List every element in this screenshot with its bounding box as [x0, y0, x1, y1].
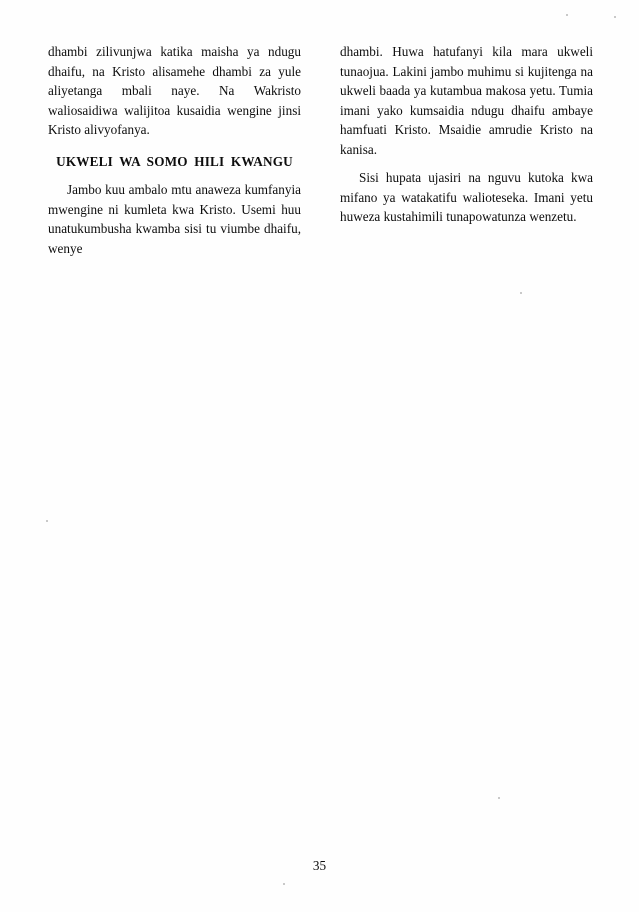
paper-speck: [283, 883, 285, 885]
paragraph: Jambo kuu ambalo mtu anaweza kumfanyia mwengine ni kumleta kwa Kristo. Usemi huu unatukumbusha kwamba sisi tu viumbe dhaifu, wenye: [48, 182, 301, 256]
paragraph: Sisi hupata ujasiri na nguvu kutoka kwa mifano ya watakatifu walioteseka. Imani yetu huweza kustahimili tunapowatunza wenzetu.: [340, 170, 593, 224]
paper-speck: [520, 292, 522, 294]
paper-speck: [498, 797, 500, 799]
paper-speck: [46, 520, 48, 522]
paragraph: dhambi. Huwa hatufanyi kila mara ukweli tunaojua. Lakini jambo muhimu si kujitenga na ukweli baada ya kutambua makosa yetu. Tumia imani yako kumsaidia ndugu dhaifu ambaye hamfuati Kristo. Msaidie amrudie Kristo na kanisa.: [340, 44, 593, 157]
paper-speck: [566, 14, 568, 16]
column-left: [48, 42, 301, 267]
text-columns: [48, 42, 593, 267]
paper-speck: [614, 16, 616, 18]
section-heading: UKWELI WA SOMO HILI KWANGU: [56, 153, 293, 169]
page-number: 35: [312, 858, 327, 873]
paragraph: dhambi zilivunjwa katika maisha ya ndugu dhaifu, na Kristo alisamehe dhambi za yule aliyetanga mbali naye. Na Wakristo waliosaidiwa walijitoa kusaidia wengine jinsi Kristo alivyofanya.: [48, 44, 301, 137]
column-right: [340, 42, 593, 267]
